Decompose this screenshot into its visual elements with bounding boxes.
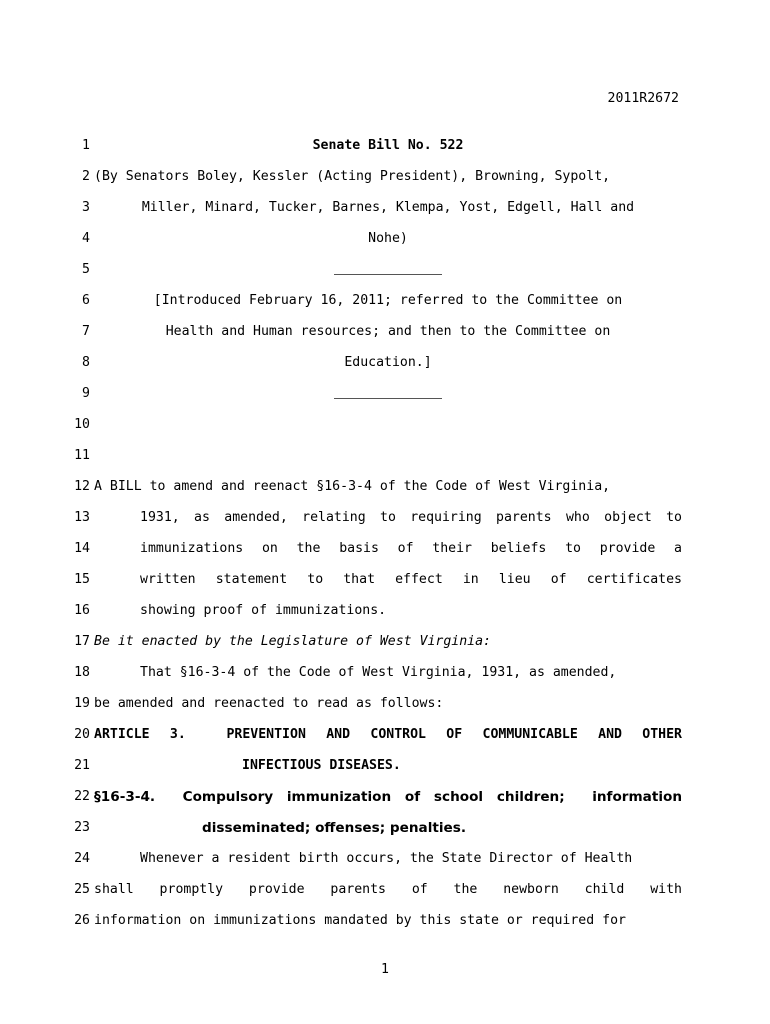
- line-number: 12: [74, 479, 90, 494]
- line-24: [62, 843, 682, 874]
- line-11: [62, 440, 682, 471]
- line-21: [62, 750, 682, 781]
- line-15: [62, 564, 682, 595]
- line-number: 11: [74, 448, 90, 463]
- body-text: shall promptly provide parents of the newborn child with: [94, 882, 682, 897]
- line-25: [62, 874, 682, 905]
- line-number: 26: [74, 913, 90, 928]
- line-20: [62, 719, 682, 750]
- line-number: 10: [74, 417, 90, 432]
- line-number: 3: [82, 200, 90, 215]
- body-text: information on immunizations mandated by this state or required for: [94, 913, 626, 928]
- line-6: [62, 285, 682, 316]
- line-12: [62, 471, 682, 502]
- line-number: 14: [74, 541, 90, 556]
- line-8: [62, 347, 682, 378]
- line-19: [62, 688, 682, 719]
- body-text: be amended and reenacted to read as follows:: [94, 696, 444, 711]
- bill-title: Senate Bill No. 522: [312, 138, 464, 153]
- line-number: 1: [82, 138, 90, 153]
- separator-rule: [94, 384, 682, 403]
- line-2: [62, 161, 682, 192]
- article-heading: INFECTIOUS DISEASES.: [242, 758, 401, 773]
- line-13: [62, 502, 682, 533]
- line-16: [62, 595, 682, 626]
- line-number: 5: [82, 262, 90, 277]
- section-heading: §16-3-4. Compulsory immunization of school children; information: [94, 788, 682, 805]
- line-number: 21: [74, 758, 90, 773]
- line-22: [62, 781, 682, 812]
- line-23: [62, 812, 682, 843]
- line-18: [62, 657, 682, 688]
- line-5: [62, 254, 682, 285]
- article-heading: ARTICLE 3. PREVENTION AND CONTROL OF COMMUNICABLE AND OTHER: [94, 727, 682, 742]
- section-heading: disseminated; offenses; penalties.: [202, 819, 466, 836]
- line-number: 25: [74, 882, 90, 897]
- enacting-clause: Be it enacted by the Legislature of West Virginia:: [94, 634, 491, 649]
- line-9: [62, 378, 682, 409]
- introduction-note: Education.]: [344, 355, 432, 370]
- line-number: 4: [82, 231, 90, 246]
- bill-title-text: showing proof of immunizations.: [140, 603, 387, 618]
- sponsors-line: Nohe): [368, 231, 408, 246]
- line-number: 19: [74, 696, 90, 711]
- line-number: 2: [82, 169, 90, 184]
- line-number: 13: [74, 510, 90, 525]
- document-id: 2011R2672: [607, 91, 679, 106]
- bill-title-text: 1931, as amended, relating to requiring parents who object to: [140, 510, 682, 525]
- line-7: [62, 316, 682, 347]
- bill-title-text: written statement to that effect in lieu of certificates: [140, 572, 682, 587]
- sponsors-line: (By Senators Boley, Kessler (Acting President), Browning, Sypolt,: [94, 169, 611, 184]
- line-4: [62, 223, 682, 254]
- separator-rule: [94, 260, 682, 279]
- line-number: 6: [82, 293, 90, 308]
- line-number: 8: [82, 355, 90, 370]
- line-number: 22: [74, 789, 90, 804]
- line-26: [62, 905, 682, 936]
- body-text: That §16-3-4 of the Code of West Virginia, 1931, as amended,: [140, 665, 617, 680]
- line-number: 7: [82, 324, 90, 339]
- introduction-note: Health and Human resources; and then to the Committee on: [165, 324, 611, 339]
- sponsors-line: Miller, Minard, Tucker, Barnes, Klempa, Yost, Edgell, Hall and: [141, 200, 635, 215]
- line-number: 18: [74, 665, 90, 680]
- line-number: 23: [74, 820, 90, 835]
- line-number: 20: [74, 727, 90, 742]
- line-1: [62, 130, 682, 161]
- line-14: [62, 533, 682, 564]
- page-number: 1: [381, 962, 389, 977]
- line-10: [62, 409, 682, 440]
- bill-title-text: immunizations on the basis of their beliefs to provide a: [140, 541, 682, 556]
- introduction-note: [Introduced February 16, 2011; referred to the Committee on: [153, 293, 623, 308]
- line-17: [62, 626, 682, 657]
- line-number: 17: [74, 634, 90, 649]
- line-3: [62, 192, 682, 223]
- bill-title-text: A BILL to amend and reenact §16-3-4 of the Code of West Virginia,: [94, 479, 611, 494]
- line-number: 15: [74, 572, 90, 587]
- line-number: 9: [82, 386, 90, 401]
- line-number: 24: [74, 851, 90, 866]
- body-text: Whenever a resident birth occurs, the State Director of Health: [140, 851, 633, 866]
- line-number: 16: [74, 603, 90, 618]
